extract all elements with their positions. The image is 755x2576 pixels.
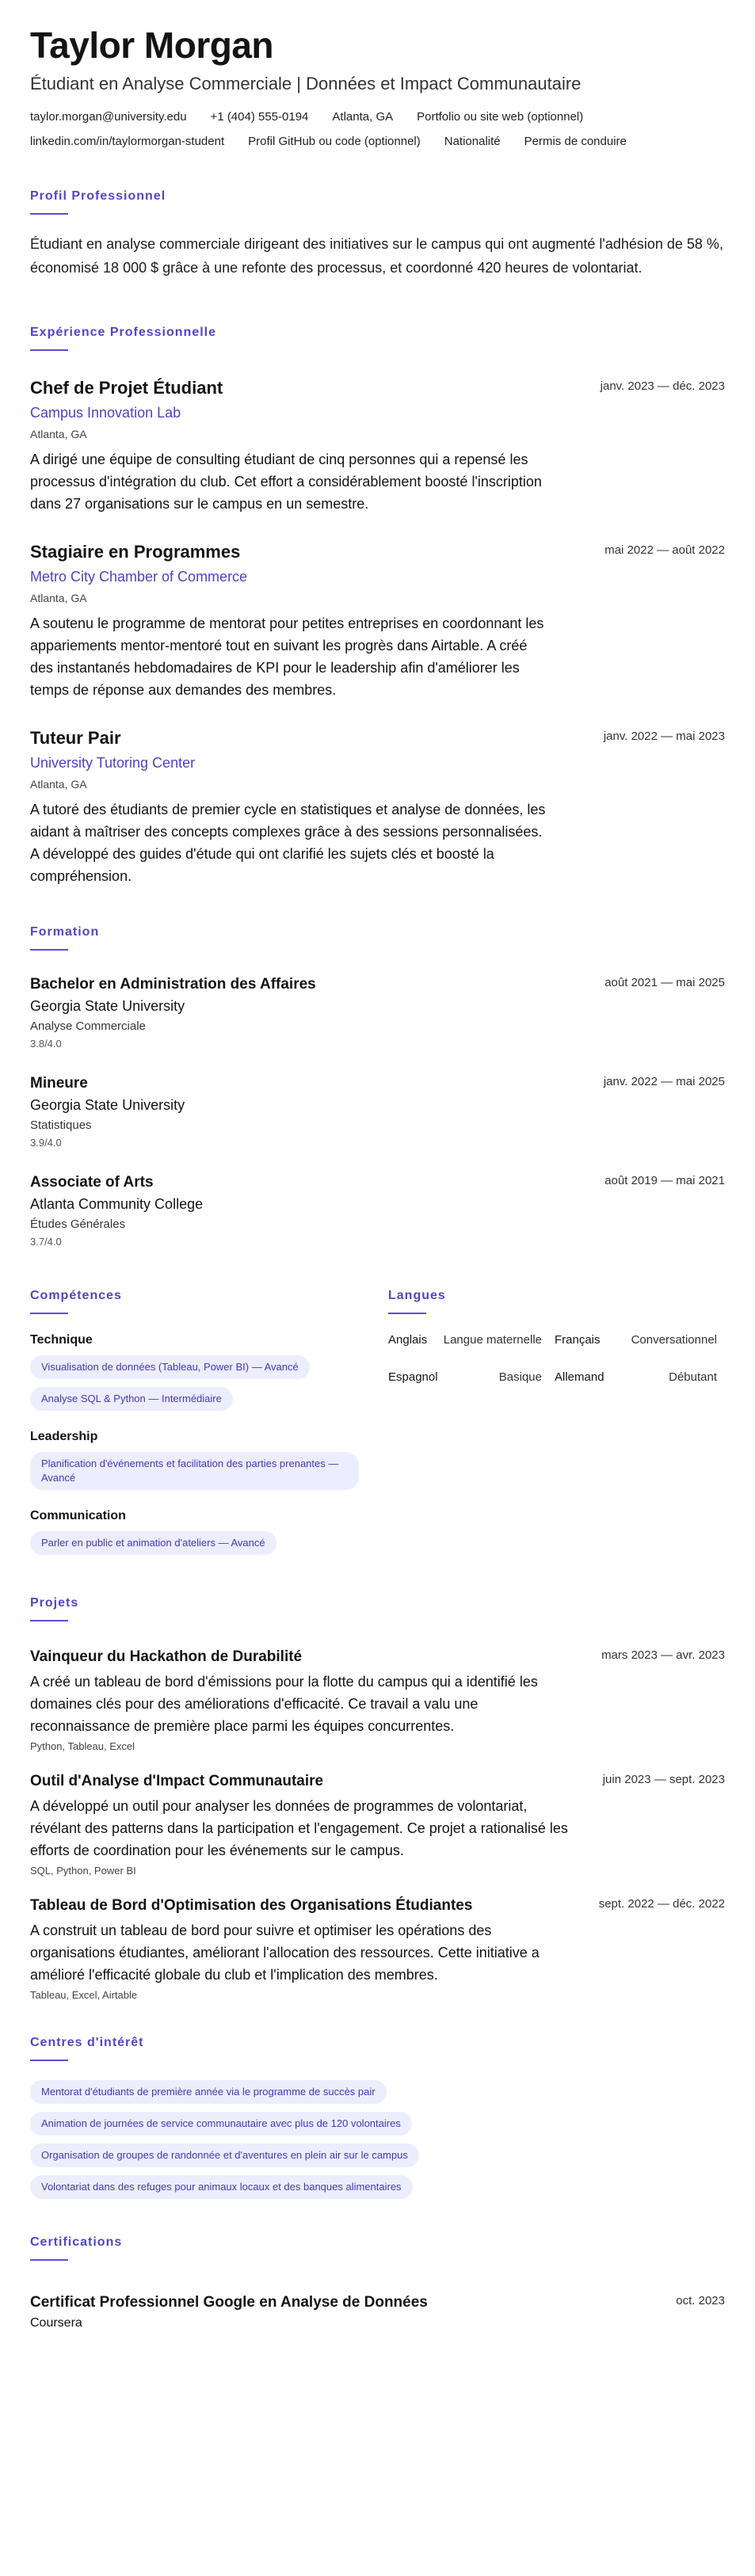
contact-location: Atlanta, GA <box>332 109 394 124</box>
languages-column <box>388 1248 717 1555</box>
interest-chip: Volontariat dans des refuges pour animaux locaux et des banques alimentaires <box>30 2175 413 2199</box>
skill-chip: Analyse SQL & Python — Intermédiaire <box>30 1387 233 1411</box>
languages-list <box>388 1333 717 1384</box>
interests-list <box>30 2072 725 2199</box>
section-divider <box>30 1620 68 1621</box>
project-title: Vainqueur du Hackathon de Durabilité <box>30 1648 303 1665</box>
language-name: Anglais <box>388 1332 428 1347</box>
project-tech: Python, Tableau, Excel <box>30 1740 135 1752</box>
skills-languages-section <box>30 1248 725 1555</box>
experience-item <box>30 378 725 515</box>
experience-date: janv. 2022 — mai 2023 <box>603 729 725 743</box>
interest-chip: Animation de journées de service communautaire avec plus de 120 volontaires <box>30 2112 412 2136</box>
section-divider <box>30 349 68 351</box>
project-title: Tableau de Bord d'Optimisation des Organisations Étudiantes <box>30 1896 473 1914</box>
section-title-skills: Compétences <box>30 1288 122 1302</box>
skill-group-label: Communication <box>30 1508 126 1522</box>
language-name: Espagnol <box>388 1370 438 1384</box>
language-level: Langue maternelle <box>443 1332 542 1347</box>
education-degree: Bachelor en Administration des Affaires <box>30 975 316 993</box>
project-tech: Tableau, Excel, Airtable <box>30 1988 138 2001</box>
experience-title: Chef de Projet Étudiant <box>30 377 223 398</box>
language-item <box>388 1333 555 1347</box>
experience-location: Atlanta, GA <box>30 427 87 440</box>
experience-section <box>30 326 725 887</box>
language-item <box>388 1370 555 1384</box>
profile-section <box>30 189 725 280</box>
experience-company: Campus Innovation Lab <box>30 404 181 421</box>
language-item <box>555 1370 717 1384</box>
project-item <box>30 1897 725 2001</box>
contact-phone[interactable]: +1 (404) 555-0194 <box>210 109 309 124</box>
language-level: Débutant <box>669 1370 717 1384</box>
project-date: juin 2023 — sept. 2023 <box>602 1772 725 1786</box>
skill-group-label: Leadership <box>30 1429 98 1443</box>
skill-group <box>30 1430 388 1490</box>
education-date: août 2019 — mai 2021 <box>604 1173 725 1187</box>
education-degree: Associate of Arts <box>30 1173 154 1191</box>
section-divider <box>30 1313 68 1314</box>
skill-chip: Planification d'événements et facilitation des parties prenantes — Avancé <box>30 1452 359 1490</box>
section-title-experience: Expérience Professionnelle <box>30 325 216 339</box>
language-level: Conversationnel <box>631 1332 717 1347</box>
certification-item <box>30 2294 725 2330</box>
section-divider <box>388 1313 426 1314</box>
education-school: Georgia State University <box>30 1096 185 1113</box>
project-description: A construit un tableau de bord pour suivre et optimiser les opérations des organisations étudiantes, améliorant l'allocation des ressources. Cette initiative a amélioré l'efficacité globale du club et l'implication des membres. <box>30 1922 540 1983</box>
education-field: Statistiques <box>30 1118 92 1132</box>
project-description: A créé un tableau de bord d'émissions pour la flotte du campus qui a identifié les domaines clés pour des améliorations d'efficacité. Ce travail a valu une reconnaissance de première place parmi les équipes concurrentes. <box>30 1673 538 1734</box>
section-title-projects: Projets <box>30 1595 79 1610</box>
interest-chip: Organisation de groupes de randonnée et d'aventures en plein air sur le campus <box>30 2143 419 2167</box>
language-level: Basique <box>498 1370 542 1384</box>
education-item <box>30 1174 725 1248</box>
language-name: Français <box>555 1332 601 1347</box>
education-date: août 2021 — mai 2025 <box>604 975 725 989</box>
profile-summary: Étudiant en analyse commerciale dirigeant des initiatives sur le campus qui ont augmenté l'adhésion de 58 %, économisé 18 000 $ grâce à une refonte des processus, et coordonné 420 heures de volontariat. <box>30 235 723 276</box>
contact-email[interactable]: taylor.morgan@university.edu <box>30 109 187 124</box>
interests-section <box>30 2036 725 2199</box>
project-date: sept. 2022 — déc. 2022 <box>598 1896 725 1911</box>
section-title-certifications: Certifications <box>30 2235 123 2249</box>
project-description: A développé un outil pour analyser les données de programmes de volontariat, révélant des patterns dans la participation et l'engagement. Ce projet a rationalisé les efforts de coordination pour les événements sur le campus. <box>30 1797 568 1858</box>
skill-group-label: Technique <box>30 1332 93 1347</box>
certifications-section <box>30 2235 725 2330</box>
skill-group <box>30 1509 388 1555</box>
education-gpa: 3.8/4.0 <box>30 1037 62 1050</box>
contact-nationality: Nationalité <box>444 134 501 148</box>
section-title-education: Formation <box>30 924 100 939</box>
projects-section <box>30 1596 725 2001</box>
education-item <box>30 976 725 1050</box>
project-item <box>30 1648 725 1752</box>
skill-chip: Visualisation de données (Tableau, Power BI) — Avancé <box>30 1355 310 1379</box>
experience-date: janv. 2023 — déc. 2023 <box>600 379 725 393</box>
certification-date: oct. 2023 <box>676 2293 725 2307</box>
experience-title: Tuteur Pair <box>30 727 121 748</box>
interest-chip: Mentorat d'étudiants de première année via le programme de succès pair <box>30 2080 387 2104</box>
education-date: janv. 2022 — mai 2025 <box>603 1074 725 1088</box>
section-divider <box>30 949 68 951</box>
contact-info <box>30 110 725 148</box>
project-title: Outil d'Analyse d'Impact Communautaire <box>30 1772 324 1789</box>
candidate-name: Taylor Morgan <box>30 25 274 66</box>
resume-header <box>30 25 725 148</box>
education-section <box>30 925 725 1248</box>
experience-location: Atlanta, GA <box>30 591 87 604</box>
experience-description: A dirigé une équipe de consulting étudiant de cinq personnes qui a repensé les processus d'intégration du club. Cet effort a considérablement boosté l'inscription dans 27 organisations sur le campus en un semestre. <box>30 451 542 512</box>
experience-date: mai 2022 — août 2022 <box>604 543 725 557</box>
project-tech: SQL, Python, Power BI <box>30 1864 136 1877</box>
education-field: Analyse Commerciale <box>30 1019 146 1033</box>
project-item <box>30 1773 725 1877</box>
language-item <box>555 1333 717 1347</box>
experience-company: Metro City Chamber of Commerce <box>30 568 248 585</box>
section-title-languages: Langues <box>388 1288 446 1302</box>
contact-linkedin[interactable]: linkedin.com/in/taylormorgan-student <box>30 134 225 148</box>
experience-item <box>30 542 725 701</box>
experience-title: Stagiaire en Programmes <box>30 541 241 562</box>
section-divider <box>30 2060 68 2061</box>
section-divider <box>30 213 68 215</box>
certification-title: Certificat Professionnel Google en Analyse de Données <box>30 2293 428 2311</box>
skill-chip: Parler en public et animation d'ateliers — Avancé <box>30 1531 276 1555</box>
experience-description: A soutenu le programme de mentorat pour petites entreprises en coordonnant les appariements mentor-mentoré tout en suivant les progrès dans Airtable. A créé des instantanés hebdomadaires de KPI pour le leadership afin d'améliorer les temps de réponse aux demandes des membres. <box>30 615 544 698</box>
experience-description: A tutoré des étudiants de premier cycle en statistiques et analyse de données, les aidant à maîtriser des concepts complexes grâce à des sessions personnalisées. A développé des guides d'étude qui ont clarifié les sujets clés et boosté la compréhension. <box>30 801 546 884</box>
skills-column <box>30 1248 388 1555</box>
candidate-headline: Étudiant en Analyse Commerciale | Données et Impact Communautaire <box>30 73 582 93</box>
education-gpa: 3.9/4.0 <box>30 1136 62 1149</box>
section-divider <box>30 2259 68 2261</box>
section-title-profile: Profil Professionnel <box>30 189 166 203</box>
contact-portfolio[interactable]: Portfolio ou site web (optionnel) <box>417 109 584 124</box>
experience-location: Atlanta, GA <box>30 777 87 791</box>
education-gpa: 3.7/4.0 <box>30 1235 62 1248</box>
education-field: Études Générales <box>30 1217 126 1231</box>
education-degree: Mineure <box>30 1074 88 1092</box>
education-item <box>30 1075 725 1149</box>
experience-company: University Tutoring Center <box>30 754 196 771</box>
project-date: mars 2023 — avr. 2023 <box>601 1648 725 1662</box>
contact-license: Permis de conduire <box>524 134 627 148</box>
section-title-interests: Centres d'intérêt <box>30 2035 144 2049</box>
skill-group <box>30 1333 388 1411</box>
language-name: Allemand <box>555 1370 604 1384</box>
education-school: Atlanta Community College <box>30 1195 204 1212</box>
certification-issuer: Coursera <box>30 2315 82 2330</box>
contact-github[interactable]: Profil GitHub ou code (optionnel) <box>248 134 421 148</box>
experience-item <box>30 728 725 887</box>
education-school: Georgia State University <box>30 997 185 1014</box>
